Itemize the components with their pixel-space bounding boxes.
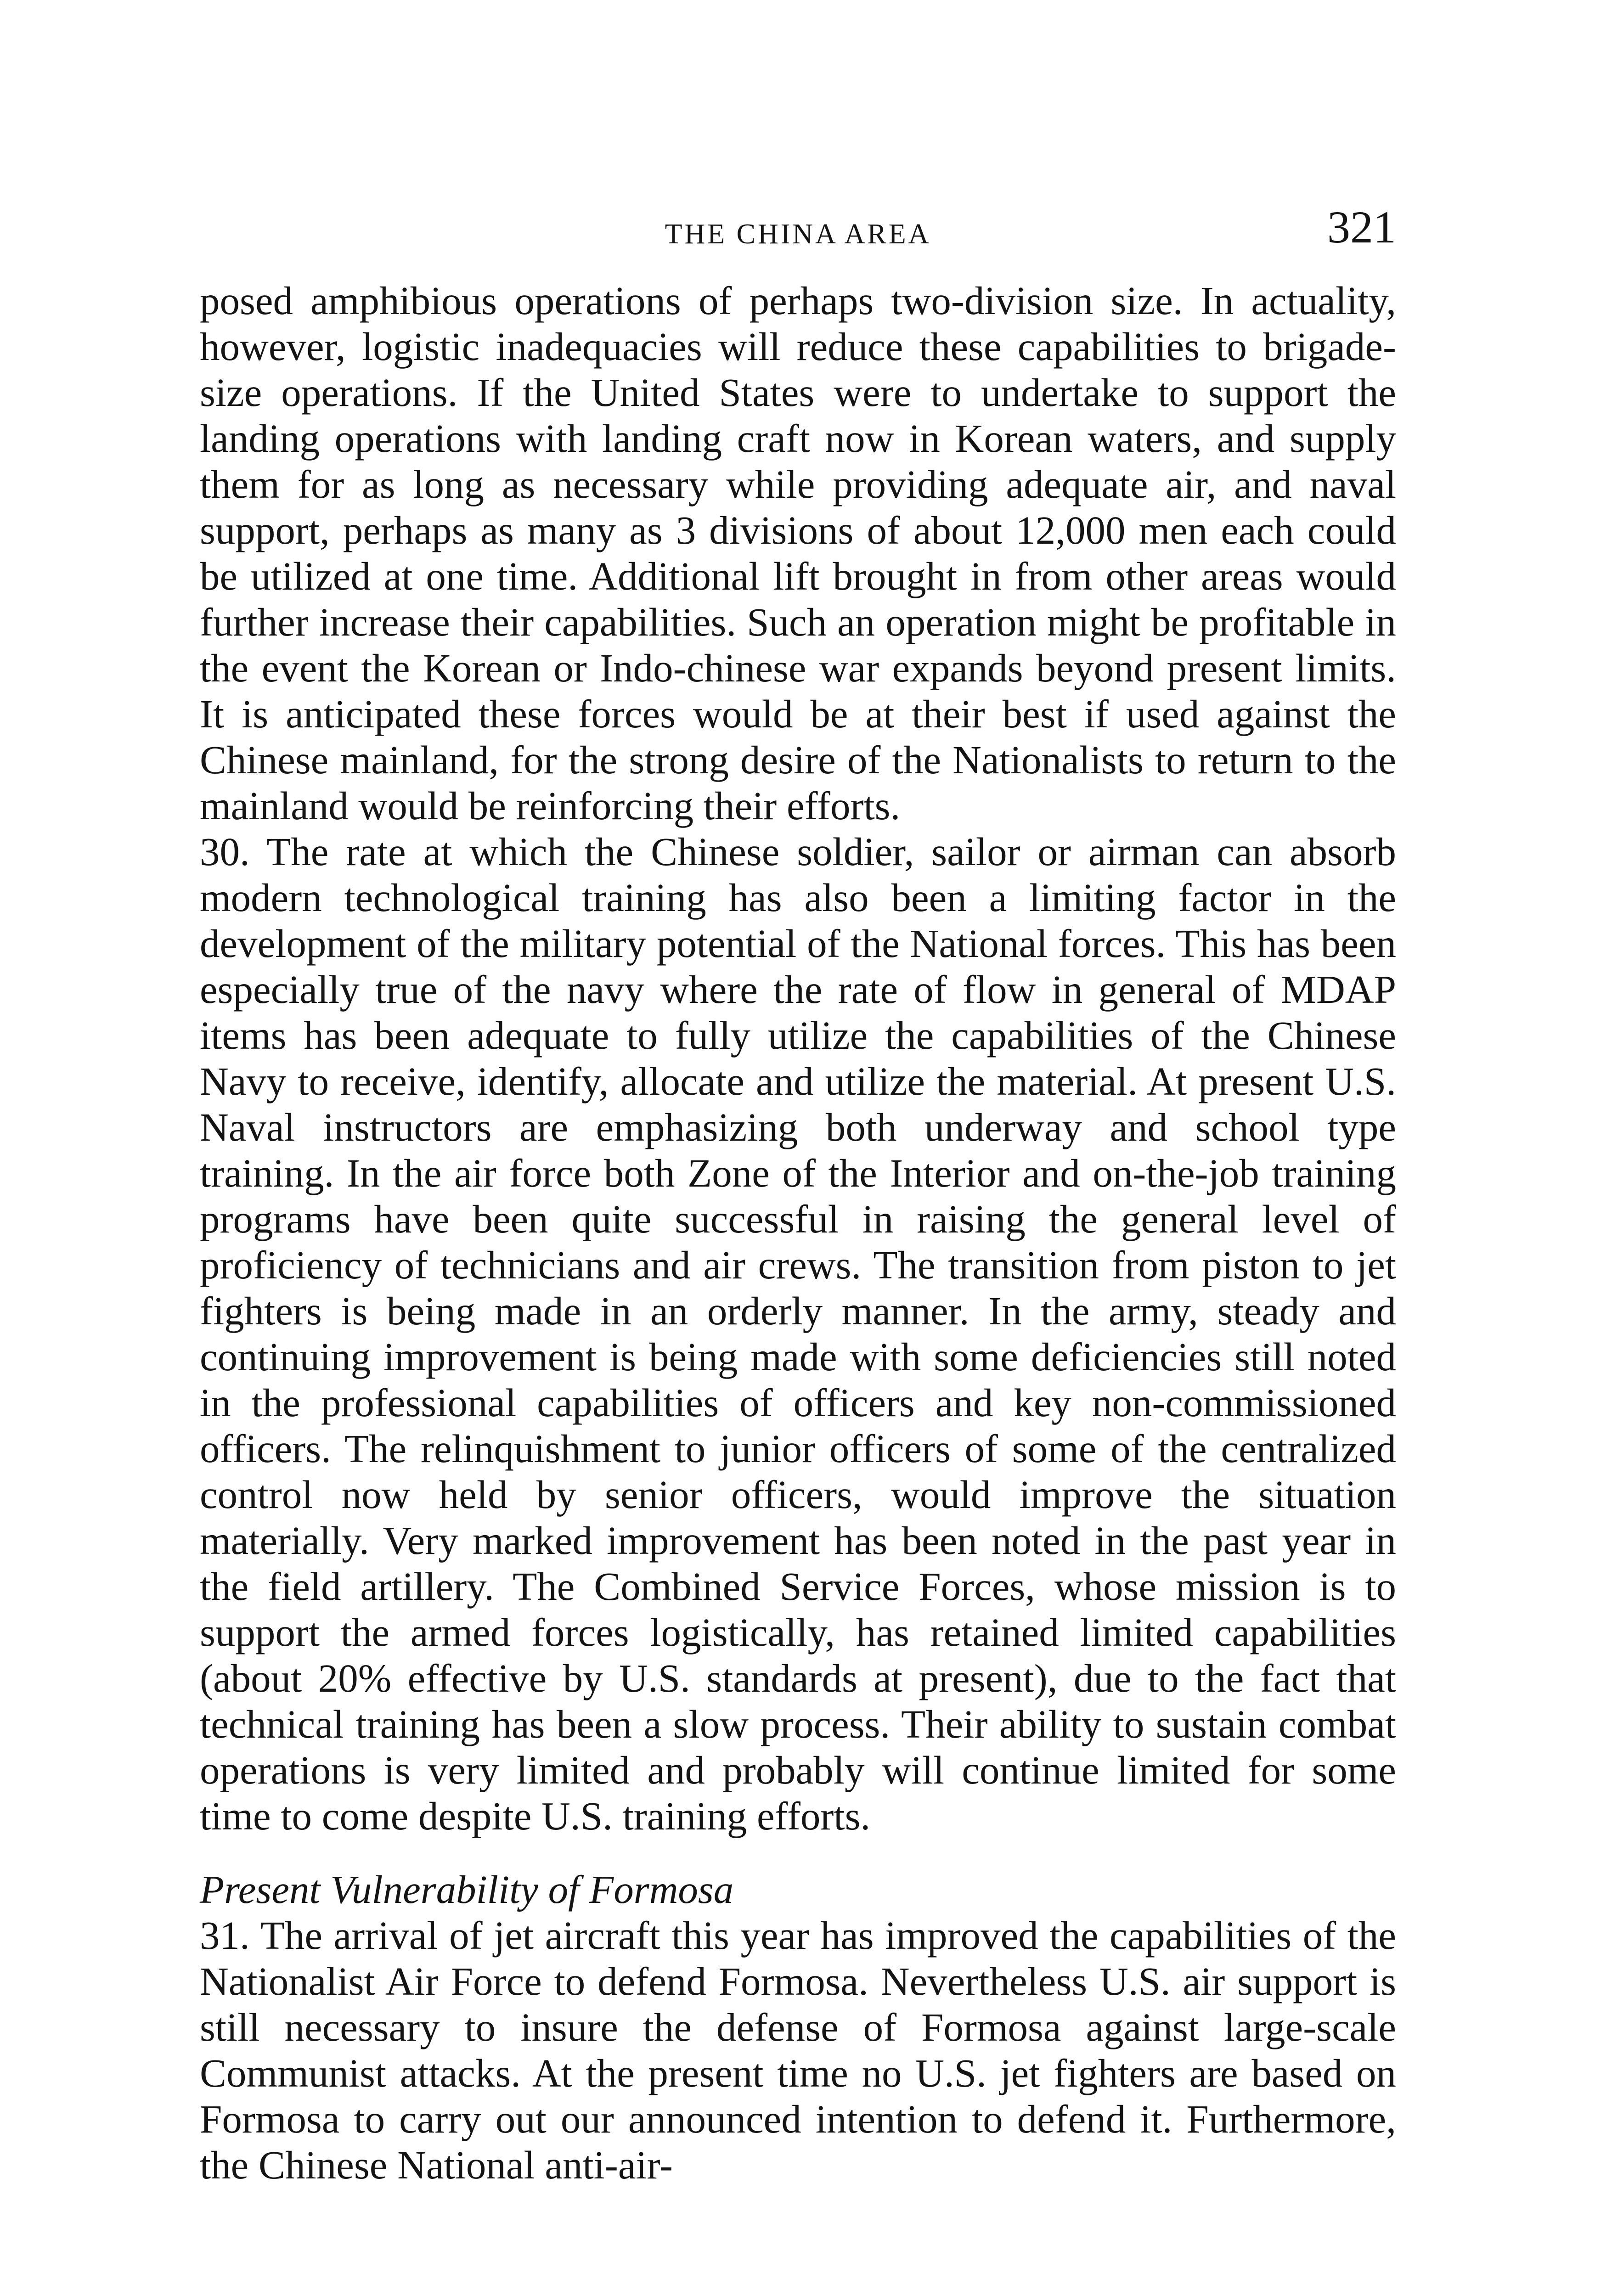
running-header bbox=[200, 197, 1396, 262]
body-text bbox=[200, 278, 1396, 2188]
running-title: THE CHINA AREA bbox=[665, 219, 931, 250]
paragraph-31: 31. The arrival of jet aircraft this year has improved the capabilities of the Nationalist Air Force to defend Formosa. Nevertheless U.S. air support is still necessary to insure the defense of Formosa against large-scale Communist attacks. At the present time no U.S. jet fighters are based on Formosa to carry out our announced intention to defend it. Furthermore, the Chinese National anti-air- bbox=[200, 1913, 1396, 2187]
page-number: 321 bbox=[1327, 202, 1396, 253]
paragraph-continuation: posed amphibious operations of perhaps two-division size. In actuality, however, logistic inadequacies will reduce these capabilities to brigade-size operations. If the United States were to undertake to support the landing operations with landing craft now in Korean waters, and supply them for as long as necessary while providing adequate air, and naval support, perhaps as many as 3 divisions of about 12,000 men each could be utilized at one time. Additional lift brought in from other areas would further increase their capabilities. Such an operation might be profitable in the event the Korean or Indo-chinese war expands beyond present limits. It is anticipated these forces would be at their best if used against the Chinese mainland, for the strong desire of the Nationalists to return to the mainland would be reinforcing their efforts. bbox=[200, 278, 1396, 828]
paragraph-30: 30. The rate at which the Chinese soldier, sailor or airman can absorb modern technological training has also been a limiting factor in the development of the military potential of the National forces. This has been especially true of the navy where the rate of flow in general of MDAP items has been adequate to fully utilize the capabilities of the Chinese Navy to receive, identify, allocate and utilize the material. At present U.S. Naval instructors are emphasizing both underway and school type training. In the air force both Zone of the Interior and on-the-job training programs have been quite successful in raising the general level of proficiency of technicians and air crews. The transition from piston to jet fighters is being made in an orderly manner. In the army, steady and continuing improvement is being made with some deficiencies still noted in the professional capabilities of officers and key non-commissioned officers. The relinquishment to junior officers of some of the centralized control now held by senior officers, would improve the situation materially. Very marked improvement has been noted in the past year in the field artillery. The Combined Service Forces, whose mission is to support the armed forces logistically, has retained limited capabilities (about 20% effective by U.S. standards at present), due to the fact that technical training has been a slow process. Their ability to sustain combat operations is very limited and probably will continue limited for some time to come despite U.S. training efforts. bbox=[200, 829, 1396, 1838]
section-heading: Present Vulnerability of Formosa bbox=[200, 1867, 734, 1912]
